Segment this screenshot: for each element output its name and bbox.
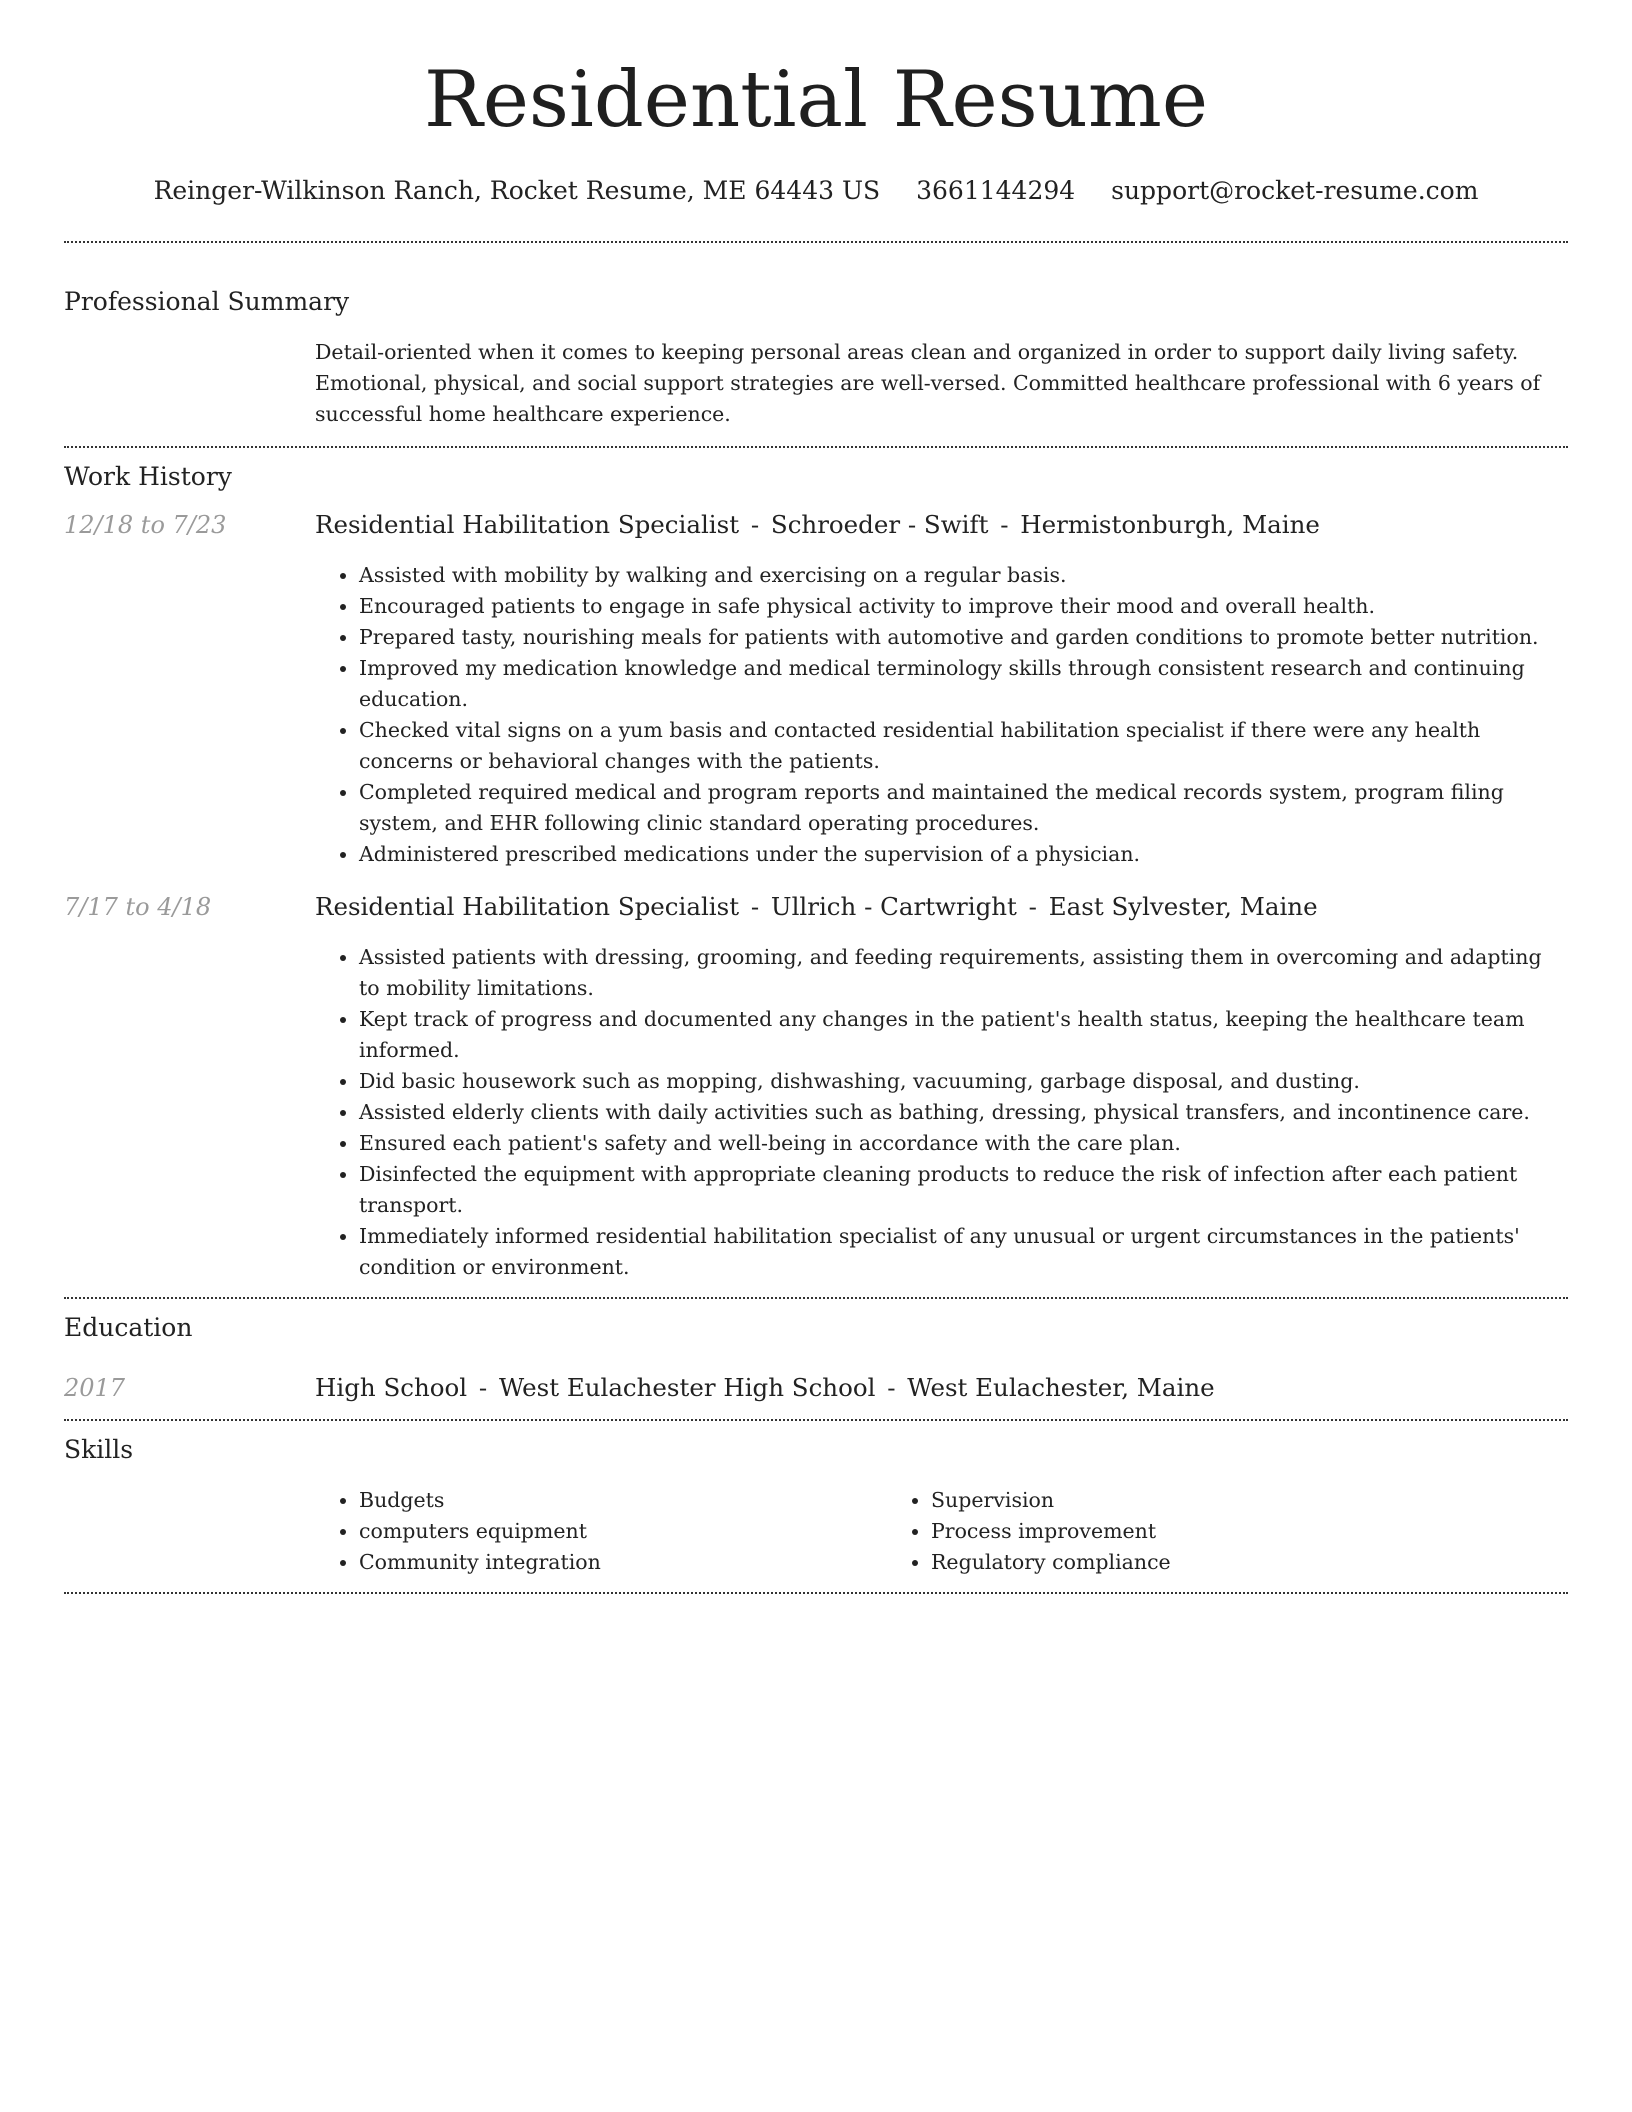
summary-section bbox=[64, 285, 1568, 446]
job-bullet: • Prepared tasty, nourishing meals for patients with automotive and garden conditions to promote better nutrition. bbox=[359, 622, 1568, 653]
education-details bbox=[315, 1371, 1568, 1405]
section-divider bbox=[64, 1592, 1568, 1594]
section-divider bbox=[64, 241, 1568, 243]
job-entry bbox=[64, 508, 1568, 870]
education-location: West Eulachester, Maine bbox=[907, 1373, 1215, 1402]
job-dates: 12/18 to 7/23 bbox=[64, 511, 227, 539]
job-company: Schroeder - Swift bbox=[770, 510, 989, 539]
job-bullet-list bbox=[315, 560, 1568, 870]
job-details bbox=[315, 890, 1568, 1283]
education-title-line: High School - West Eulachester High School - West Eulachester, Maine bbox=[315, 1373, 1215, 1402]
education-school: West Eulachester High School bbox=[498, 1373, 876, 1402]
summary-text: Detail-oriented when it comes to keeping personal areas clean and organized in order to support daily living safety. Emotional, physical, and social support strategies are well-versed. Committed healthcare professional with 6 years of successful home healthcare experience. bbox=[315, 340, 1541, 426]
education-heading: Education bbox=[64, 1313, 193, 1342]
job-entry bbox=[64, 890, 1568, 1283]
skills-column bbox=[887, 1485, 1527, 1578]
resume-title: Residential Resume bbox=[424, 55, 1208, 145]
job-company: Ullrich - Cartwright bbox=[770, 892, 1017, 921]
education-entry bbox=[64, 1371, 1568, 1405]
work-history-section bbox=[64, 448, 1568, 1297]
skill-item: • Regulatory compliance bbox=[931, 1547, 1527, 1578]
education-dates: 2017 bbox=[64, 1374, 126, 1402]
job-bullet: • Improved my medication knowledge and medical terminology skills through consistent research and continuing education. bbox=[359, 653, 1568, 715]
skills-heading: Skills bbox=[64, 1435, 134, 1464]
job-bullet: • Completed required medical and program reports and maintained the medical records system, program filing system, and EHR following clinic standard operating procedures. bbox=[359, 777, 1568, 839]
job-dates: 7/17 to 4/18 bbox=[64, 893, 212, 921]
skills-section bbox=[64, 1421, 1568, 1592]
skill-item: • Budgets bbox=[359, 1485, 887, 1516]
job-title: Residential Habilitation Specialist bbox=[315, 510, 740, 539]
job-bullet: • Encouraged patients to engage in safe physical activity to improve their mood and overall health. bbox=[359, 591, 1568, 622]
skill-item: • Community integration bbox=[359, 1547, 887, 1578]
job-bullet: • Disinfected the equipment with appropriate cleaning products to reduce the risk of infection after each patient transport. bbox=[359, 1159, 1568, 1221]
job-title-line: Residential Habilitation Specialist - Schroeder - Swift - Hermistonburgh, Maine bbox=[315, 510, 1320, 539]
job-title: Residential Habilitation Specialist bbox=[315, 892, 740, 921]
job-bullet: • Assisted elderly clients with daily activities such as bathing, dressing, physical transfers, and incontinence care. bbox=[359, 1097, 1568, 1128]
job-bullet: • Checked vital signs on a yum basis and contacted residential habilitation specialist if there were any health concerns or behavioral changes with the patients. bbox=[359, 715, 1568, 777]
job-location: Hermistonburgh, Maine bbox=[1020, 510, 1320, 539]
job-bullet: • Assisted with mobility by walking and exercising on a regular basis. bbox=[359, 560, 1568, 591]
skill-item: • Process improvement bbox=[931, 1516, 1527, 1547]
contact-line bbox=[64, 174, 1568, 208]
job-title-line: Residential Habilitation Specialist - Ullrich - Cartwright - East Sylvester, Maine bbox=[315, 892, 1318, 921]
education-degree: High School bbox=[315, 1373, 468, 1402]
skill-item: • computers equipment bbox=[359, 1516, 887, 1547]
contact-address: Reinger-Wilkinson Ranch, Rocket Resume, ME 64443 US bbox=[153, 176, 881, 205]
job-bullet-list bbox=[315, 942, 1568, 1283]
job-bullet: • Assisted patients with dressing, grooming, and feeding requirements, assisting them in overcoming and adapting to mobility limitations. bbox=[359, 942, 1568, 1004]
job-bullet: • Kept track of progress and documented any changes in the patient's health status, keeping the healthcare team informed. bbox=[359, 1004, 1568, 1066]
job-location: East Sylvester, Maine bbox=[1048, 892, 1318, 921]
work-history-heading: Work History bbox=[64, 462, 232, 491]
job-details bbox=[315, 508, 1568, 870]
education-section bbox=[64, 1299, 1568, 1419]
skills-column bbox=[315, 1485, 887, 1578]
job-bullet: • Did basic housework such as mopping, dishwashing, vacuuming, garbage disposal, and dusting. bbox=[359, 1066, 1568, 1097]
contact-email: support@rocket-resume.com bbox=[1111, 176, 1479, 205]
job-bullet: • Ensured each patient's safety and well-being in accordance with the care plan. bbox=[359, 1128, 1568, 1159]
job-bullet: • Immediately informed residential habilitation specialist of any unusual or urgent circumstances in the patients' condition or environment. bbox=[359, 1221, 1568, 1283]
skills-grid bbox=[315, 1485, 1568, 1592]
contact-phone: 3661144294 bbox=[916, 176, 1076, 205]
job-bullet: • Administered prescribed medications under the supervision of a physician. bbox=[359, 839, 1568, 870]
skill-item: • Supervision bbox=[931, 1485, 1527, 1516]
summary-heading: Professional Summary bbox=[64, 287, 350, 316]
